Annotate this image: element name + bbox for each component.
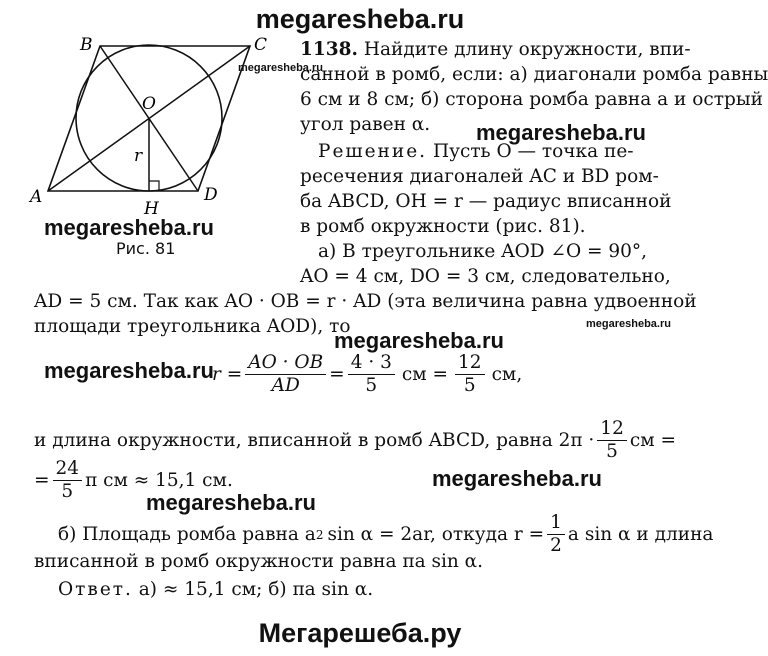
denominator: 5 [463,375,476,396]
watermark-medium: megaresheba.ru [476,120,646,145]
line-text: = [34,469,50,491]
numerator: 4 · 3 [348,352,395,375]
solution-line: в ромб окружности (рис. 81). [300,216,586,237]
problem-number: 1138. [300,39,358,60]
solution-line [34,458,233,503]
line-text: б) Площадь ромба равна a [58,523,316,545]
denominator: 5 [61,481,74,502]
exponent: 2 [315,527,324,542]
fraction [245,352,326,397]
solution-line: а) В треугольнике AOD ∠O = 90°, [318,241,648,262]
solution-line [34,418,676,463]
line-text: и длина окружности, вписанной в ромб ABCD, равна 2π · [34,429,595,451]
numerator: 1 [547,512,565,535]
problem-line: санной в ромб, если: а) диагонали ромба равны [300,64,768,85]
line-text: см = [629,429,676,451]
denominator: 5 [606,441,618,462]
label-c: C [254,35,268,55]
watermark-medium: megaresheba.ru [44,358,214,383]
watermark-bottom: Мегарешеба.ру [258,618,462,648]
line-text: a sin α и длина [567,523,714,545]
label-r: r [134,146,143,166]
watermark-medium: megaresheba.ru [44,215,214,240]
solution-text: Пусть O — точка пе- [432,141,634,162]
formula-r [212,352,522,397]
right-angle-mark [149,181,159,191]
label-h: H [144,199,159,219]
solution-line: площади треугольника AOD), то [34,316,351,337]
numerator: 12 [455,352,485,375]
label-d: D [204,185,218,205]
numerator: AO · OB [245,352,326,375]
figure-caption: Рис. 81 [116,239,176,258]
unit-text: см = [401,364,449,385]
problem-text: Найдите длину окружности, впи- [363,39,691,60]
fraction [547,512,565,557]
fraction [348,352,395,397]
answer-line [58,578,373,602]
watermark-small: megaresheba.ru [238,62,323,74]
label-o: O [142,94,156,114]
watermark-top: megaresheba.ru [255,4,465,34]
problem-line: угол равен α. [300,114,431,135]
equals-sign: = [329,364,345,385]
fraction [53,458,83,503]
formula-lhs: r = [212,364,243,385]
solution-line [318,140,634,164]
solution-line: AD = 5 см. Так как AO · OB = r · AD (эта величина равна удвоенной [34,291,697,312]
line-text: π см ≈ 15,1 см. [85,469,233,491]
watermark-medium: megaresheba.ru [146,490,316,515]
denominator: 2 [550,535,562,556]
rhombus-figure [22,36,282,240]
label-b: B [80,35,93,55]
solution-line: вписанной в ромб окружности равна πa sin α. [34,551,484,572]
solution-line: AO = 4 см, DO = 3 см, следовательно, [300,266,671,287]
solution-heading: Решение. [318,141,428,162]
line-text: sin α = 2ar, откуда r = [327,523,545,545]
denominator: 5 [365,375,378,396]
solution-line: ресечения диагоналей AC и BD ром- [300,166,659,187]
numerator: 24 [53,458,83,481]
watermark-medium: megaresheba.ru [334,328,504,353]
numerator: 12 [597,418,627,441]
problem-line: 6 см и 8 см; б) сторона ромба равна a и острый [300,89,763,110]
denominator: AD [271,375,300,396]
answer-text: а) ≈ 15,1 см; б) πa sin α. [138,579,374,600]
solution-line: ба ABCD, OH = r — радиус вписанной [300,191,672,212]
fraction [597,418,627,463]
problem-line [300,38,691,62]
answer-label: Ответ. [58,579,133,600]
watermark-small: megaresheba.ru [586,318,671,330]
fraction [455,352,485,397]
watermark-medium: megaresheba.ru [432,466,602,491]
rhombus-diagram [22,36,282,236]
unit-text: см, [491,364,523,385]
label-a: A [30,187,43,207]
